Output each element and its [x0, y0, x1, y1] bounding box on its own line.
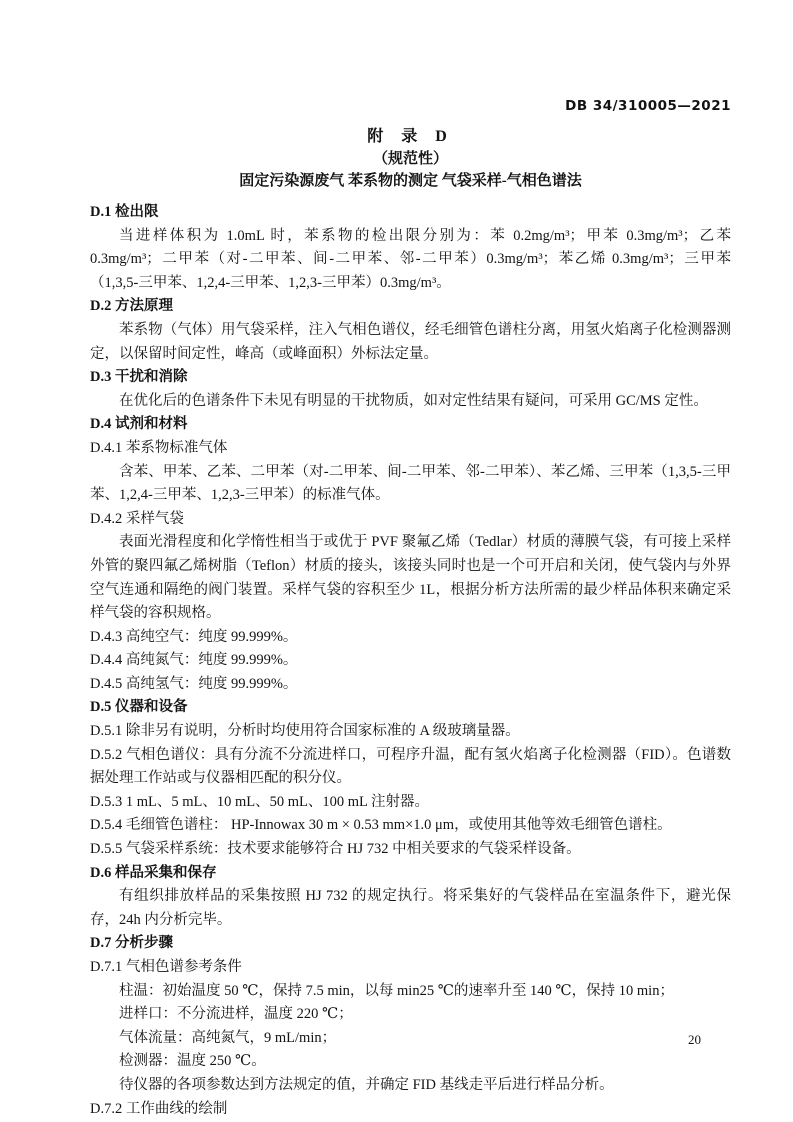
- standard-code: DB 34/310005—2021: [565, 98, 731, 114]
- subsection-d4-5: D.4.5 高纯氢气：纯度 99.999%。: [90, 675, 298, 692]
- para-standard-gas: 含苯、甲苯、乙苯、二甲苯（对-二甲苯、间-二甲苯、邻-二甲苯）、苯乙烯、三甲苯（1,3,5-三甲苯、1,2,4-三甲苯、1,2,3-三甲苯）的标准气体。: [90, 463, 731, 504]
- document-body: [90, 126, 731, 1121]
- section-heading-d5: D.5 仪器和设备: [90, 699, 188, 716]
- normative-label: （规范性）: [372, 151, 448, 167]
- method-title: 固定污染源废气 苯系物的测定 气袋采样-气相色谱法: [239, 173, 582, 189]
- para-interference: 在优化后的色谱条件下未见有明显的干扰物质，如对定性结果有疑问，可采用 GC/MS 定性。: [119, 392, 708, 409]
- para-sampling-bag: 表面光滑程度和化学惰性相当于或优于 PVF 聚氟乙烯（Tedlar）材质的薄膜气袋，有可接上采样外管的聚四氟乙烯树脂（Teflon）材质的接头，该接头同时也是一个可开启和关闭，使气袋内与外界空气连通和隔绝的阀门装置。采样气袋的容积至少 1L，根据分析方法所需的最少样品体积来确定采样气袋的容积规格。: [90, 534, 731, 622]
- section-heading-d4: D.4 试剂和材料: [90, 416, 188, 433]
- section-heading-d6: D.6 样品采集和保存: [90, 864, 217, 881]
- page-number: 20: [688, 1032, 701, 1047]
- para-instrument-ready: 待仪器的各项参数达到方法规定的值，并确定 FID 基线走平后进行样品分析。: [119, 1076, 614, 1093]
- para-method-principle: 苯系物（气体）用气袋采样，注入气相色谱仪，经毛细管色谱柱分离，用氢火焰离子化检测器测定，以保留时间定性，峰高（或峰面积）外标法定量。: [90, 321, 731, 362]
- condition-detector: 检测器：温度 250 ℃。: [119, 1053, 266, 1070]
- section-heading-d3: D.3 干扰和消除: [90, 369, 188, 386]
- subsection-d5-2: D.5.2 气相色谱仪：具有分流不分流进样口，可程序升温，配有氢火焰离子化检测器（FID）。色谱数据处理工作站或与仪器相匹配的积分仪。: [90, 746, 731, 787]
- subsection-d4-2: D.4.2 采样气袋: [90, 510, 184, 527]
- subsection-d4-1: D.4.1 苯系物标准气体: [90, 439, 228, 456]
- subsection-d5-1: D.5.1 除非另有说明，分析时均使用符合国家标准的 A 级玻璃量器。: [90, 723, 520, 740]
- condition-column-temperature: 柱温：初始温度 50 ℃，保持 7.5 min，以每 min25 ℃的速率升至 140 ℃，保持 10 min；: [119, 982, 674, 999]
- subsection-d5-5: D.5.5 气袋采样系统：技术要求能够符合 HJ 732 中相关要求的气袋采样设备。: [90, 841, 581, 858]
- section-heading-d1: D.1 检出限: [90, 204, 159, 220]
- subsection-d7-1: D.7.1 气相色谱参考条件: [90, 959, 242, 975]
- subsection-d7-2: D.7.2 工作曲线的绘制: [90, 1100, 228, 1117]
- subsection-d4-4: D.4.4 高纯氮气：纯度 99.999%。: [90, 652, 298, 669]
- condition-inlet: 进样口：不分流进样，温度 220 ℃；: [119, 1006, 353, 1023]
- section-heading-d7: D.7 分析步骤: [90, 935, 173, 952]
- condition-gas-flow: 气体流量：高纯氮气，9 mL/min；: [119, 1029, 337, 1046]
- subsection-d5-3: D.5.3 1 mL、5 mL、10 mL、50 mL、100 mL 注射器。: [90, 793, 429, 810]
- appendix-title: 附 录 D: [367, 128, 454, 145]
- section-heading-d2: D.2 方法原理: [90, 298, 173, 315]
- subsection-d4-3: D.4.3 高纯空气：纯度 99.999%。: [90, 628, 298, 645]
- para-sample-collection: 有组织排放样品的采集按照 HJ 732 的规定执行。将采集好的气袋样品在室温条件下，避光保存，24h 内分析完毕。: [90, 888, 731, 928]
- subsection-d5-4: D.5.4 毛细管色谱柱： HP-Innowax 30 m × 0.53 mm×1.0 μm，或使用其他等效毛细管色谱柱。: [90, 817, 672, 834]
- para-detection-limits: 当进样体积为 1.0mL 时，苯系物的检出限分别为：苯 0.2mg/m³；甲苯 0.3mg/m³；乙苯 0.3mg/m³；二甲苯（对-二甲苯、间-二甲苯、邻-二甲苯）0.3mg/m³；苯乙烯 0.3mg/m³；三甲苯（1,3,5-三甲苯、1,2,4-三甲苯、1,2,3-三甲苯）0.3mg/m³。: [90, 227, 731, 291]
